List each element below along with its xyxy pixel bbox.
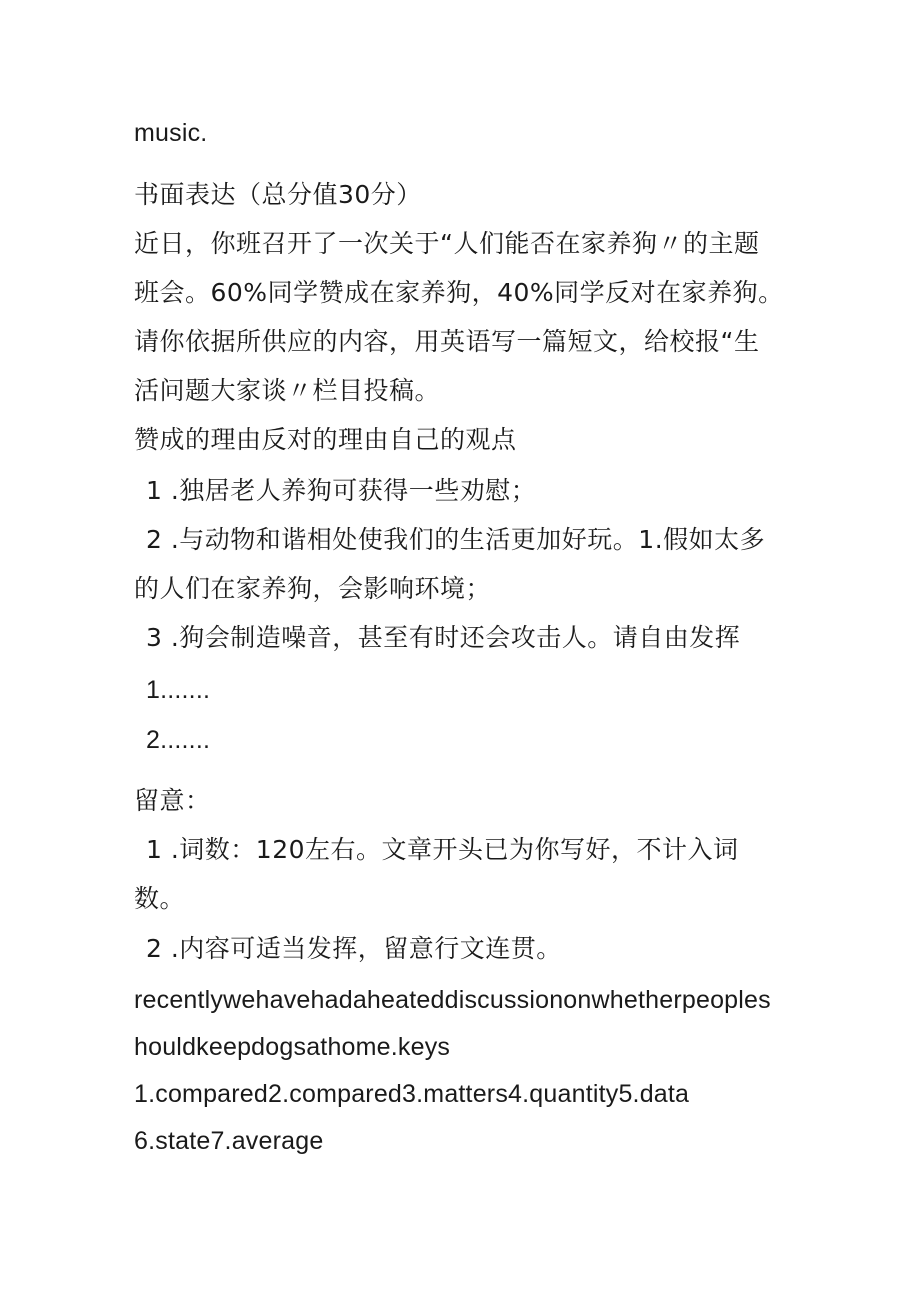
table-header-line: 赞成的理由反对的理由自己的观点 bbox=[134, 425, 517, 454]
note-item-1: 1 .词数：120左右。文章开头已为你写好，不计入词 bbox=[146, 835, 739, 864]
answer-keys-line-1: 1.compared2.compared3.matters4.quantity5.data bbox=[134, 1080, 690, 1108]
reason-item-1: 1 .独居老人养狗可获得一些劝慰； bbox=[146, 476, 537, 505]
answer-keys-line-2: 6.state7.average bbox=[134, 1127, 324, 1155]
own-view-1: 1....... bbox=[146, 676, 211, 704]
section-heading: 书面表达（总分值30分） bbox=[134, 180, 422, 209]
reason-item-2-cont: 的人们在家养狗，会影响环境； bbox=[134, 574, 492, 603]
own-view-2: 2....... bbox=[146, 726, 211, 754]
text-line-music: music. bbox=[134, 119, 208, 147]
notes-heading: 留意： bbox=[134, 786, 211, 815]
essay-opening-line-1: recentlywehavehadaheateddiscussiononwhetherpeoples bbox=[134, 986, 771, 1014]
essay-opening-line-2: houldkeepdogsathome.keys bbox=[134, 1033, 451, 1061]
prompt-line-4: 活问题大家谈〃栏目投稿。 bbox=[134, 376, 441, 405]
prompt-line-2: 班会。60%同学赞成在家养狗，40%同学反对在家养狗。 bbox=[134, 278, 784, 307]
reason-item-2: 2 .与动物和谐相处使我们的生活更加好玩。1.假如太多 bbox=[146, 525, 766, 554]
note-item-2: 2 .内容可适当发挥，留意行文连贯。 bbox=[146, 934, 562, 963]
note-item-1-cont: 数。 bbox=[134, 884, 186, 913]
reason-item-3: 3 .狗会制造噪音，甚至有时还会攻击人。请自由发挥 bbox=[146, 623, 741, 652]
prompt-line-1: 近日，你班召开了一次关于“人们能否在家养狗〃的主题 bbox=[134, 229, 760, 258]
prompt-line-3: 请你依据所供应的内容，用英语写一篇短文，给校报“生 bbox=[134, 327, 760, 356]
